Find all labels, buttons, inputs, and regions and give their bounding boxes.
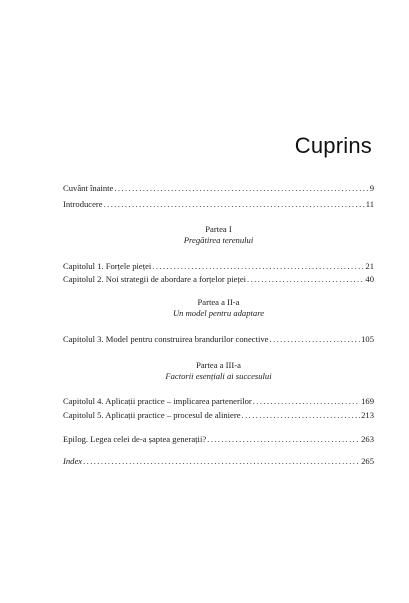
toc-entry-label: Capitolul 5. Aplicații practice – procesul de aliniere <box>63 410 241 420</box>
toc-entry-label: Capitolul 2. Noi strategii de abordare a forțelor pieței <box>63 274 247 284</box>
toc-page-number: 265 <box>361 456 374 466</box>
part-subtitle: Factorii esențiali ai succesului <box>165 371 272 381</box>
toc-page-number: 213 <box>361 410 374 420</box>
part-name: Partea I <box>205 224 232 234</box>
dot-leader <box>247 274 364 285</box>
toc-page-number: 263 <box>361 434 374 444</box>
part-heading-2 <box>63 297 374 319</box>
toc-entry-foreword <box>63 183 374 194</box>
toc-page-number: 40 <box>365 274 374 284</box>
part-heading-3 <box>63 360 374 382</box>
toc-entry-label: Capitolul 4. Aplicații practice – implicarea partenerilor <box>63 396 252 406</box>
part-subtitle: Un model pentru adaptare <box>172 308 265 318</box>
dot-leader <box>114 183 368 194</box>
toc-entry-epilogue <box>63 434 374 445</box>
toc-entry-index <box>63 456 374 467</box>
toc-page-number: 9 <box>369 183 374 193</box>
part-heading-1 <box>63 224 374 246</box>
toc-page-number: 11 <box>365 199 374 209</box>
part-subtitle: Pregătirea terenului <box>183 235 254 245</box>
dot-leader <box>242 410 361 421</box>
toc-entry-chapter-5 <box>63 410 374 421</box>
part-name: Partea a III-a <box>196 360 241 370</box>
dot-leader <box>152 261 364 272</box>
toc-entry-label: Epilog. Legea celei de-a șaptea generații? <box>63 434 207 444</box>
toc-page-number: 105 <box>361 334 374 344</box>
toc-entry-label: Capitolul 3. Model pentru construirea brandurilor conective <box>63 334 269 344</box>
page-title: Cuprins <box>294 133 372 158</box>
toc-page-number: 169 <box>361 396 374 406</box>
dot-leader <box>83 456 360 467</box>
toc-entry-chapter-1 <box>63 261 374 272</box>
toc-entry-introduction <box>63 199 374 210</box>
toc-entry-chapter-2 <box>63 274 374 285</box>
toc-page-number: 21 <box>365 261 374 271</box>
dot-leader <box>253 396 360 407</box>
toc-entry-chapter-4 <box>63 396 374 407</box>
dot-leader <box>269 334 360 345</box>
toc-entry-chapter-3 <box>63 334 374 345</box>
part-name: Partea a II-a <box>197 297 240 307</box>
dot-leader <box>104 199 365 210</box>
toc-entry-label: Index <box>63 456 83 466</box>
dot-leader <box>207 434 360 445</box>
toc-entry-label: Cuvânt înainte <box>63 183 114 193</box>
toc-entry-label: Introducere <box>63 199 103 209</box>
toc-entry-label: Capitolul 1. Forțele pieței <box>63 261 152 271</box>
